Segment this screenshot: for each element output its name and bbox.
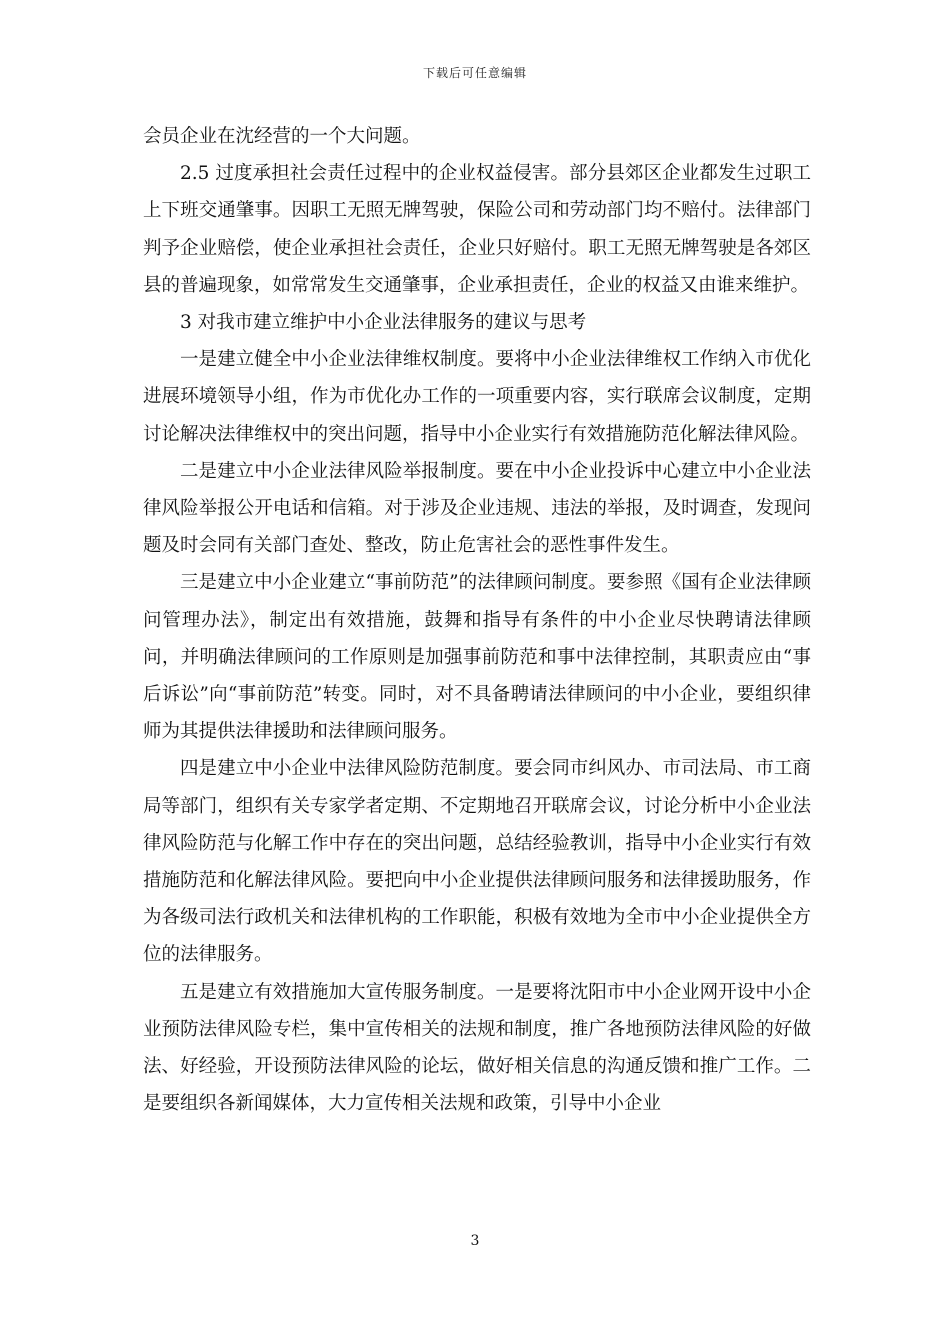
paragraph: 二是建立中小企业法律风险举报制度。要在中小企业投诉中心建立中小企业法律风险举报公开电话和信箱。对于涉及企业违规、违法的举报，及时调查，发现问题及时会同有关部门查处、整改，防止危害社会的恶性事件发生。 [143, 460, 811, 557]
paragraph: 五是建立有效措施加大宣传服务制度。一是要将沈阳市中小企业网开设中小企业预防法律风险专栏，集中宣传相关的法规和制度，推广各地预防法律风险的好做法、好经验，开设预防法律风险的论坛，做好相关信息的沟通反馈和推广工作。二是要组织各新闻媒体，大力宣传相关法规和政策，引导中小企业 [143, 981, 811, 1115]
section-heading: 3 对我市建立维护中小企业法律服务的建议与思考 [180, 312, 587, 334]
page-header: 下载后可任意编辑 [422, 66, 527, 80]
paragraph: 2.5 过度承担社会责任过程中的企业权益侵害。部分县郊区企业都发生过职工上下班交通肇事。因职工无照无牌驾驶，保险公司和劳动部门均不赔付。法律部门判予企业赔偿，使企业承担社会责任，企业只好赔付。职工无照无牌驾驶是各郊区县的普遍现象，如常常发生交通肇事，企业承担责任，企业的权益又由谁来维护。 [143, 163, 811, 296]
paragraph: 三是建立中小企业建立“事前防范”的法律顾问制度。要参照《国有企业法律顾问管理办法》，制定出有效措施，鼓舞和指导有条件的中小企业尽快聘请法律顾问，并明确法律顾问的工作原则是加强事前防范和事中法律控制，其职责应由“事后诉讼”向“事前防范”转变。同时，对不具备聘请法律顾问的中小企业，要组织律师为其提供法律援助和法律顾问服务。 [143, 572, 811, 743]
document-body [143, 118, 811, 1122]
paragraph: 四是建立中小企业中法律风险防范制度。要会同市纠风办、市司法局、市工商局等部门，组织有关专家学者定期、不定期地召开联席会议，讨论分析中小企业法律风险防范与化解工作中存在的突出问题，总结经验教训，指导中小企业实行有效措施防范和化解法律风险。要把向中小企业提供法律顾问服务和法律援助服务，作为各级司法行政机关和法律机构的工作职能，积极有效地为全市中小企业提供全方位的法律服务。 [143, 758, 811, 966]
page-number: 3 [470, 1233, 480, 1249]
paragraph: 一是建立健全中小企业法律维权制度。要将中小企业法律维权工作纳入市优化进展环境领导小组，作为市优化办工作的一项重要内容，实行联席会议制度，定期讨论解决法律维权中的突出问题，指导中小企业实行有效措施防范化解法律风险。 [143, 349, 811, 445]
paragraph: 会员企业在沈经营的一个大问题。 [143, 126, 421, 147]
